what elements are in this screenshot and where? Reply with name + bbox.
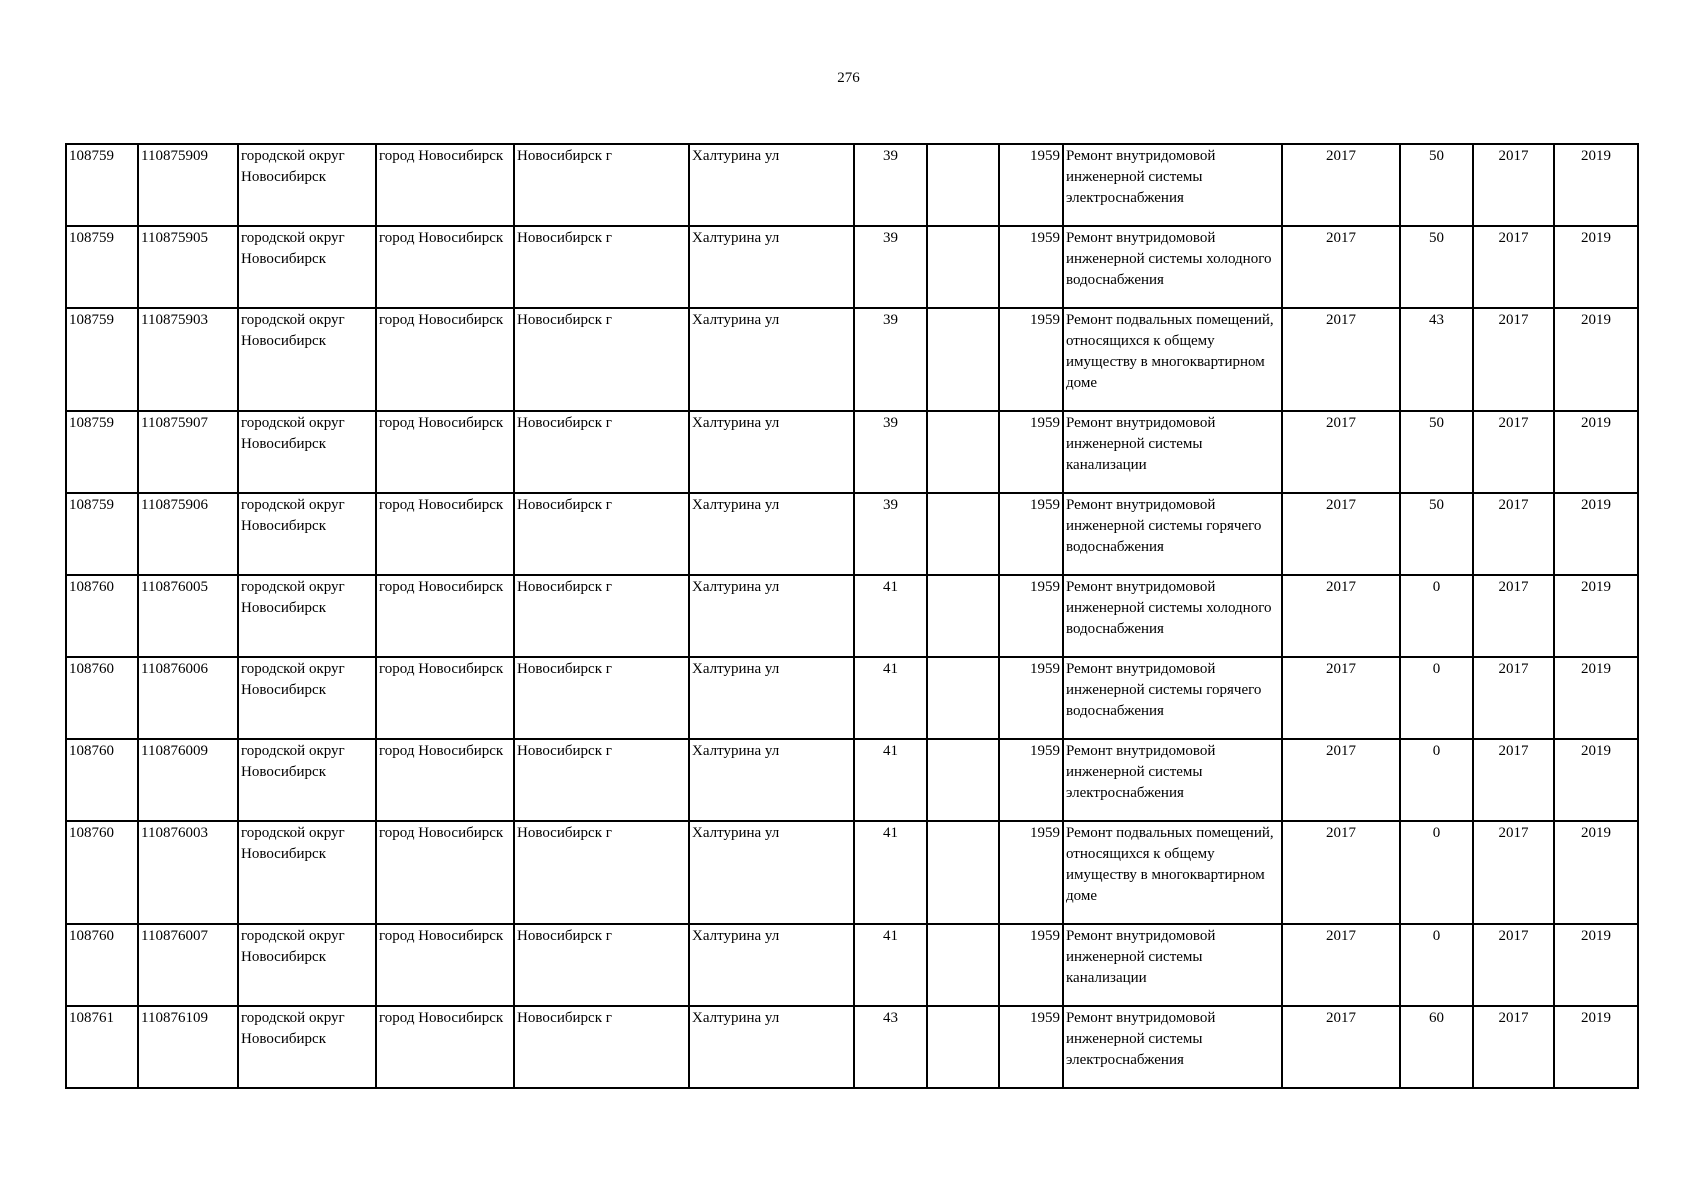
cell-district: городской округ Новосибирск — [238, 226, 376, 308]
cell-year-to: 2019 — [1554, 657, 1638, 739]
cell-year-built: 1959 — [999, 144, 1063, 226]
cell-street: Халтурина ул — [689, 226, 854, 308]
cell-code: 110876007 — [138, 924, 238, 1006]
cell-street: Халтурина ул — [689, 1006, 854, 1088]
cell-value: 50 — [1400, 411, 1473, 493]
cell-street: Халтурина ул — [689, 308, 854, 411]
cell-value: 0 — [1400, 575, 1473, 657]
cell-year-from: 2017 — [1473, 924, 1554, 1006]
cell-year-built: 1959 — [999, 493, 1063, 575]
cell-work: Ремонт внутридомовой инженерной системы канализации — [1063, 411, 1282, 493]
cell-work: Ремонт внутридомовой инженерной системы электроснабжения — [1063, 739, 1282, 821]
cell-settlement: город Новосибирск — [376, 924, 514, 1006]
cell-code: 110875903 — [138, 308, 238, 411]
cell-building — [927, 924, 999, 1006]
cell-house: 41 — [854, 924, 927, 1006]
cell-year-plan: 2017 — [1282, 739, 1400, 821]
cell-work: Ремонт внутридомовой инженерной системы канализации — [1063, 924, 1282, 1006]
cell-code: 110876005 — [138, 575, 238, 657]
cell-street: Халтурина ул — [689, 575, 854, 657]
cell-city: Новосибирск г — [514, 144, 689, 226]
page-number: 276 — [837, 70, 860, 86]
cell-year-from: 2017 — [1473, 226, 1554, 308]
cell-house: 41 — [854, 575, 927, 657]
cell-work: Ремонт подвальных помещений, относящихся к общему имуществу в многоквартирном доме — [1063, 308, 1282, 411]
cell-id: 108759 — [66, 308, 138, 411]
cell-year-plan: 2017 — [1282, 657, 1400, 739]
cell-year-plan: 2017 — [1282, 411, 1400, 493]
cell-district: городской округ Новосибирск — [238, 739, 376, 821]
cell-settlement: город Новосибирск — [376, 657, 514, 739]
cell-district: городской округ Новосибирск — [238, 657, 376, 739]
cell-settlement: город Новосибирск — [376, 144, 514, 226]
cell-year-plan: 2017 — [1282, 575, 1400, 657]
cell-value: 0 — [1400, 739, 1473, 821]
cell-year-to: 2019 — [1554, 226, 1638, 308]
cell-year-built: 1959 — [999, 924, 1063, 1006]
cell-city: Новосибирск г — [514, 1006, 689, 1088]
cell-value: 0 — [1400, 924, 1473, 1006]
cell-id: 108760 — [66, 821, 138, 924]
cell-code: 110876009 — [138, 739, 238, 821]
cell-year-from: 2017 — [1473, 411, 1554, 493]
cell-settlement: город Новосибирск — [376, 226, 514, 308]
cell-year-to: 2019 — [1554, 411, 1638, 493]
cell-building — [927, 411, 999, 493]
cell-year-from: 2017 — [1473, 657, 1554, 739]
cell-building — [927, 739, 999, 821]
cell-code: 110875909 — [138, 144, 238, 226]
cell-district: городской округ Новосибирск — [238, 308, 376, 411]
cell-year-to: 2019 — [1554, 924, 1638, 1006]
cell-settlement: город Новосибирск — [376, 821, 514, 924]
cell-city: Новосибирск г — [514, 493, 689, 575]
cell-year-plan: 2017 — [1282, 821, 1400, 924]
cell-code: 110875907 — [138, 411, 238, 493]
cell-year-built: 1959 — [999, 226, 1063, 308]
table-row — [66, 821, 1638, 924]
cell-street: Халтурина ул — [689, 144, 854, 226]
table-row — [66, 739, 1638, 821]
cell-district: городской округ Новосибирск — [238, 411, 376, 493]
cell-building — [927, 308, 999, 411]
cell-street: Халтурина ул — [689, 493, 854, 575]
cell-year-plan: 2017 — [1282, 308, 1400, 411]
table-row — [66, 308, 1638, 411]
cell-year-to: 2019 — [1554, 308, 1638, 411]
table-row — [66, 411, 1638, 493]
cell-year-plan: 2017 — [1282, 924, 1400, 1006]
cell-street: Халтурина ул — [689, 821, 854, 924]
cell-year-built: 1959 — [999, 308, 1063, 411]
cell-work: Ремонт внутридомовой инженерной системы холодного водоснабжения — [1063, 575, 1282, 657]
cell-year-plan: 2017 — [1282, 226, 1400, 308]
cell-year-to: 2019 — [1554, 493, 1638, 575]
cell-code: 110875905 — [138, 226, 238, 308]
cell-year-from: 2017 — [1473, 1006, 1554, 1088]
cell-value: 60 — [1400, 1006, 1473, 1088]
cell-house: 39 — [854, 144, 927, 226]
cell-work: Ремонт внутридомовой инженерной системы горячего водоснабжения — [1063, 493, 1282, 575]
cell-id: 108761 — [66, 1006, 138, 1088]
cell-year-plan: 2017 — [1282, 144, 1400, 226]
table-row — [66, 924, 1638, 1006]
cell-work: Ремонт внутридомовой инженерной системы горячего водоснабжения — [1063, 657, 1282, 739]
cell-code: 110876003 — [138, 821, 238, 924]
cell-house: 39 — [854, 493, 927, 575]
cell-year-from: 2017 — [1473, 144, 1554, 226]
cell-district: городской округ Новосибирск — [238, 924, 376, 1006]
cell-building — [927, 575, 999, 657]
cell-code: 110876006 — [138, 657, 238, 739]
table-row — [66, 575, 1638, 657]
cell-year-from: 2017 — [1473, 575, 1554, 657]
cell-year-plan: 2017 — [1282, 493, 1400, 575]
cell-city: Новосибирск г — [514, 924, 689, 1006]
cell-house: 41 — [854, 739, 927, 821]
cell-value: 0 — [1400, 657, 1473, 739]
cell-building — [927, 657, 999, 739]
cell-house: 39 — [854, 226, 927, 308]
table-row — [66, 144, 1638, 226]
cell-house: 41 — [854, 657, 927, 739]
cell-value: 50 — [1400, 226, 1473, 308]
cell-settlement: город Новосибирск — [376, 308, 514, 411]
cell-street: Халтурина ул — [689, 411, 854, 493]
cell-city: Новосибирск г — [514, 821, 689, 924]
cell-building — [927, 226, 999, 308]
cell-street: Халтурина ул — [689, 739, 854, 821]
cell-district: городской округ Новосибирск — [238, 575, 376, 657]
cell-city: Новосибирск г — [514, 575, 689, 657]
cell-year-from: 2017 — [1473, 821, 1554, 924]
cell-id: 108760 — [66, 657, 138, 739]
cell-year-to: 2019 — [1554, 821, 1638, 924]
cell-house: 43 — [854, 1006, 927, 1088]
cell-id: 108759 — [66, 493, 138, 575]
cell-city: Новосибирск г — [514, 308, 689, 411]
cell-code: 110875906 — [138, 493, 238, 575]
cell-year-from: 2017 — [1473, 308, 1554, 411]
cell-house: 39 — [854, 411, 927, 493]
cell-district: городской округ Новосибирск — [238, 144, 376, 226]
cell-value: 0 — [1400, 821, 1473, 924]
cell-settlement: город Новосибирск — [376, 493, 514, 575]
cell-district: городской округ Новосибирск — [238, 1006, 376, 1088]
cell-street: Халтурина ул — [689, 657, 854, 739]
cell-street: Халтурина ул — [689, 924, 854, 1006]
cell-id: 108760 — [66, 739, 138, 821]
cell-district: городской округ Новосибирск — [238, 821, 376, 924]
cell-building — [927, 821, 999, 924]
cell-value: 50 — [1400, 493, 1473, 575]
cell-building — [927, 1006, 999, 1088]
cell-work: Ремонт внутридомовой инженерной системы холодного водоснабжения — [1063, 226, 1282, 308]
cell-year-built: 1959 — [999, 575, 1063, 657]
cell-year-built: 1959 — [999, 1006, 1063, 1088]
cell-building — [927, 493, 999, 575]
cell-year-from: 2017 — [1473, 493, 1554, 575]
cell-city: Новосибирск г — [514, 226, 689, 308]
cell-work: Ремонт внутридомовой инженерной системы электроснабжения — [1063, 1006, 1282, 1088]
cell-work: Ремонт внутридомовой инженерной системы электроснабжения — [1063, 144, 1282, 226]
cell-city: Новосибирск г — [514, 657, 689, 739]
cell-id: 108760 — [66, 575, 138, 657]
cell-house: 39 — [854, 308, 927, 411]
cell-settlement: город Новосибирск — [376, 411, 514, 493]
table-row — [66, 657, 1638, 739]
table-row — [66, 1006, 1638, 1088]
cell-id: 108760 — [66, 924, 138, 1006]
cell-year-built: 1959 — [999, 739, 1063, 821]
cell-city: Новосибирск г — [514, 411, 689, 493]
cell-year-to: 2019 — [1554, 739, 1638, 821]
cell-id: 108759 — [66, 226, 138, 308]
table-row — [66, 226, 1638, 308]
cell-building — [927, 144, 999, 226]
cell-year-built: 1959 — [999, 821, 1063, 924]
cell-value: 43 — [1400, 308, 1473, 411]
cell-year-plan: 2017 — [1282, 1006, 1400, 1088]
cell-code: 110876109 — [138, 1006, 238, 1088]
table-row — [66, 493, 1638, 575]
cell-settlement: город Новосибирск — [376, 1006, 514, 1088]
cell-id: 108759 — [66, 411, 138, 493]
cell-id: 108759 — [66, 144, 138, 226]
cell-year-built: 1959 — [999, 657, 1063, 739]
cell-year-to: 2019 — [1554, 144, 1638, 226]
cell-value: 50 — [1400, 144, 1473, 226]
cell-year-from: 2017 — [1473, 739, 1554, 821]
cell-settlement: город Новосибирск — [376, 575, 514, 657]
cell-work: Ремонт подвальных помещений, относящихся к общему имуществу в многоквартирном доме — [1063, 821, 1282, 924]
cell-settlement: город Новосибирск — [376, 739, 514, 821]
cell-district: городской округ Новосибирск — [238, 493, 376, 575]
cell-house: 41 — [854, 821, 927, 924]
cell-city: Новосибирск г — [514, 739, 689, 821]
cell-year-to: 2019 — [1554, 1006, 1638, 1088]
cell-year-built: 1959 — [999, 411, 1063, 493]
cell-year-to: 2019 — [1554, 575, 1638, 657]
works-table — [65, 143, 1639, 1089]
